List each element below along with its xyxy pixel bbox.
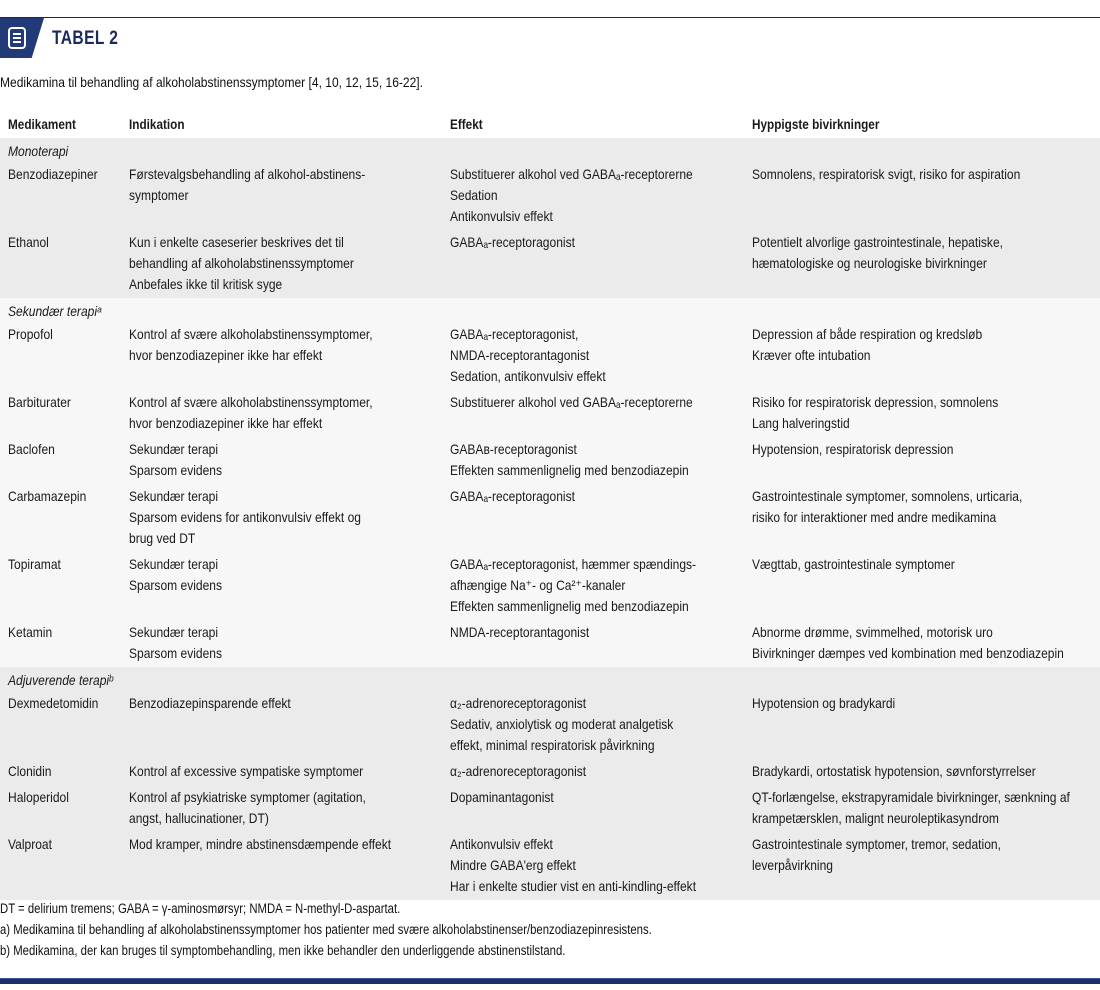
cell-line: afhængige Na⁺- og Ca²⁺-kanaler: [449, 577, 626, 593]
cell-effekt: [442, 691, 744, 759]
section-header-row: [0, 298, 1100, 322]
cell-line: Risiko for respiratorisk depression, somnolens: [751, 394, 999, 410]
cell-line: behandling af alkoholabstinenssymptomer: [129, 255, 354, 271]
cell-line: GABAₐ-receptoragonist, hæmmer spændings-: [449, 556, 696, 572]
table-row: [0, 691, 1100, 759]
column-header-bivirkninger: Hyppigste bivirkninger: [744, 112, 1100, 138]
cell-line: Kontrol af psykiatriske symptomer (agitation,: [129, 789, 366, 805]
cell-line: Lang halveringstid: [751, 415, 850, 431]
cell-line: Har i enkelte studier vist en anti-kindling-effekt: [449, 878, 696, 894]
cell-line: Sparsom evidens: [129, 577, 223, 593]
cell-bivirkninger: [744, 620, 1100, 667]
title-badge: [0, 18, 44, 58]
cell-line: GABAʙ-receptoragonist: [449, 441, 577, 457]
cell-effekt: [442, 437, 744, 484]
table-caption: Medikamina til behandling af alkoholabstinenssymptomer [4, 10, 12, 15, 16-22].: [0, 74, 423, 90]
cell-medikament: Barbiturater: [0, 390, 121, 437]
table-row: [0, 322, 1100, 390]
cell-line: Gastrointestinale symptomer, somnolens, urticaria,: [751, 488, 1023, 504]
cell-bivirkninger: [744, 832, 1100, 900]
medication-table: [0, 112, 1100, 900]
cell-line: Kontrol af excessive sympatiske symptomer: [129, 763, 364, 779]
cell-line: brug ved DT: [129, 530, 196, 546]
section-header-row: [0, 667, 1100, 691]
cell-effekt: [442, 390, 744, 437]
cell-effekt: [442, 832, 744, 900]
cell-indikation: [121, 620, 442, 667]
cell-line: Sekundær terapi: [129, 624, 219, 640]
cell-line: leverpåvirkning: [751, 857, 833, 873]
cell-line: Kontrol af svære alkoholabstinenssymptomer,: [129, 394, 373, 410]
cell-bivirkninger: [744, 552, 1100, 620]
cell-line: Sedation, antikonvulsiv effekt: [449, 368, 606, 384]
cell-medikament: Benzodiazepiner: [0, 162, 121, 230]
column-header-medikament: Medikament: [0, 112, 121, 138]
table-row: [0, 484, 1100, 552]
cell-medikament: Carbamazepin: [0, 484, 121, 552]
cell-effekt: [442, 162, 744, 230]
section-header-row: [0, 138, 1100, 162]
cell-line: krampetærsklen, malignt neuroleptikasyndrom: [751, 810, 999, 826]
cell-medikament: Clonidin: [0, 759, 121, 785]
column-header-row: [0, 112, 1100, 138]
cell-line: Substituerer alkohol ved GABAₐ-receptorerne: [449, 394, 693, 410]
cell-line: Benzodiazepinsparende effekt: [129, 695, 291, 711]
cell-effekt: [442, 620, 744, 667]
cell-line: NMDA-receptorantagonist: [449, 624, 590, 640]
cell-line: Sparsom evidens for antikonvulsiv effekt og: [129, 509, 362, 525]
table-body: [0, 138, 1100, 900]
cell-line: NMDA-receptorantagonist: [449, 347, 590, 363]
cell-bivirkninger: [744, 230, 1100, 298]
footnote-a: a) Medikamina til behandling af alkoholabstinenssymptomer hos patienter med svære alkoholabstinenser/benzodiazepinresistens.: [0, 922, 652, 937]
document-list-icon: [8, 27, 26, 49]
cell-line: angst, hallucinationer, DT): [129, 810, 269, 826]
cell-line: hvor benzodiazepiner ikke har effekt: [129, 415, 323, 431]
cell-line: GABAₐ-receptoragonist: [449, 234, 575, 250]
cell-line: Kontrol af svære alkoholabstinenssymptomer,: [129, 326, 373, 342]
cell-line: Sekundær terapi: [129, 441, 219, 457]
cell-line: Potentielt alvorlige gastrointestinale, hepatiske,: [751, 234, 1003, 250]
cell-indikation: [121, 759, 442, 785]
cell-indikation: [121, 322, 442, 390]
cell-bivirkninger: [744, 162, 1100, 230]
table-row: [0, 230, 1100, 298]
cell-line: Sedation: [449, 187, 498, 203]
cell-line: Førstevalgsbehandling af alkohol-abstinens-: [129, 166, 366, 182]
table-row: [0, 785, 1100, 832]
cell-line: Antikonvulsiv effekt: [449, 836, 553, 852]
cell-line: Antikonvulsiv effekt: [449, 208, 553, 224]
cell-line: Somnolens, respiratorisk svigt, risiko for aspiration: [751, 166, 1021, 182]
cell-medikament: Dexmedetomidin: [0, 691, 121, 759]
table-row: [0, 552, 1100, 620]
table-header: [0, 18, 400, 58]
cell-line: Anbefales ikke til kritisk syge: [129, 276, 283, 292]
cell-effekt: [442, 785, 744, 832]
section-label: Sekundær terapiᵃ: [0, 298, 1100, 322]
cell-line: symptomer: [129, 187, 189, 203]
cell-bivirkninger: [744, 484, 1100, 552]
cell-line: Effekten sammenlignelig med benzodiazepin: [449, 598, 689, 614]
cell-line: Sparsom evidens: [129, 462, 223, 478]
cell-bivirkninger: [744, 437, 1100, 484]
cell-bivirkninger: [744, 691, 1100, 759]
cell-line: Abnorme drømme, svimmelhed, motorisk uro: [751, 624, 993, 640]
cell-indikation: [121, 832, 442, 900]
cell-line: hvor benzodiazepiner ikke har effekt: [129, 347, 323, 363]
section-label: Adjuverende terapiᵇ: [0, 667, 1100, 691]
cell-line: Dopaminantagonist: [449, 789, 554, 805]
footnote-abbreviations: DT = delirium tremens; GABA = γ-aminosmørsyr; NMDA = N-methyl-D-aspartat.: [0, 901, 401, 916]
cell-line: Mod kramper, mindre abstinensdæmpende effekt: [129, 836, 392, 852]
cell-line: Effekten sammenlignelig med benzodiazepin: [449, 462, 689, 478]
cell-line: α₂-adrenoreceptoragonist: [449, 695, 586, 711]
cell-indikation: [121, 390, 442, 437]
section-label: Monoterapi: [0, 138, 1100, 162]
cell-medikament: Topiramat: [0, 552, 121, 620]
cell-effekt: [442, 759, 744, 785]
cell-line: Bradykardi, ortostatisk hypotension, søvnforstyrrelser: [751, 763, 1036, 779]
cell-line: risiko for interaktioner med andre medikamina: [751, 509, 997, 525]
cell-line: α₂-adrenoreceptoragonist: [449, 763, 586, 779]
cell-line: Substituerer alkohol ved GABAₐ-receptorerne: [449, 166, 693, 182]
cell-bivirkninger: [744, 785, 1100, 832]
cell-indikation: [121, 230, 442, 298]
table-row: [0, 437, 1100, 484]
cell-line: Gastrointestinale symptomer, tremor, sedation,: [751, 836, 1001, 852]
cell-line: effekt, minimal respiratorisk påvirkning: [449, 737, 655, 753]
cell-line: Hypotension, respiratorisk depression: [751, 441, 954, 457]
table-row: [0, 759, 1100, 785]
cell-bivirkninger: [744, 759, 1100, 785]
cell-medikament: Valproat: [0, 832, 121, 900]
cell-indikation: [121, 552, 442, 620]
column-header-indikation: Indikation: [121, 112, 442, 138]
cell-bivirkninger: [744, 390, 1100, 437]
table-row: [0, 832, 1100, 900]
cell-effekt: [442, 230, 744, 298]
cell-effekt: [442, 322, 744, 390]
cell-line: hæmatologiske og neurologiske bivirkninger: [751, 255, 987, 271]
cell-medikament: Propofol: [0, 322, 121, 390]
cell-line: Sparsom evidens: [129, 645, 223, 661]
cell-medikament: Ketamin: [0, 620, 121, 667]
cell-medikament: Ethanol: [0, 230, 121, 298]
cell-line: Mindre GABA'erg effekt: [449, 857, 576, 873]
footnote-b: b) Medikamina, der kan bruges til symptombehandling, men ikke behandler den underliggende abstinenstilstand.: [0, 943, 566, 958]
cell-line: Hypotension og bradykardi: [751, 695, 896, 711]
cell-indikation: [121, 437, 442, 484]
cell-line: Sedativ, anxiolytisk og moderat analgetisk: [449, 716, 674, 732]
cell-line: Sekundær terapi: [129, 488, 219, 504]
cell-line: QT-forlængelse, ekstrapyramidale bivirkninger, sænkning af: [751, 789, 1070, 805]
cell-indikation: [121, 162, 442, 230]
cell-line: GABAₐ-receptoragonist: [449, 488, 575, 504]
cell-indikation: [121, 785, 442, 832]
table-row: [0, 162, 1100, 230]
cell-line: GABAₐ-receptoragonist,: [449, 326, 579, 342]
cell-line: Bivirkninger dæmpes ved kombination med benzodiazepin: [751, 645, 1064, 661]
cell-indikation: [121, 484, 442, 552]
cell-bivirkninger: [744, 322, 1100, 390]
cell-line: Kræver ofte intubation: [751, 347, 871, 363]
footnotes: [0, 898, 652, 961]
cell-medikament: Baclofen: [0, 437, 121, 484]
cell-line: Depression af både respiration og kredsløb: [751, 326, 983, 342]
cell-line: Sekundær terapi: [129, 556, 219, 572]
cell-line: Kun i enkelte caseserier beskrives det til: [129, 234, 344, 250]
table-row: [0, 620, 1100, 667]
table-title: TABEL 2: [52, 28, 119, 49]
cell-effekt: [442, 552, 744, 620]
cell-indikation: [121, 691, 442, 759]
cell-medikament: Haloperidol: [0, 785, 121, 832]
column-header-effekt: Effekt: [442, 112, 744, 138]
cell-line: Vægttab, gastrointestinale symptomer: [751, 556, 955, 572]
cell-effekt: [442, 484, 744, 552]
bottom-rule: [0, 978, 1100, 984]
table-row: [0, 390, 1100, 437]
